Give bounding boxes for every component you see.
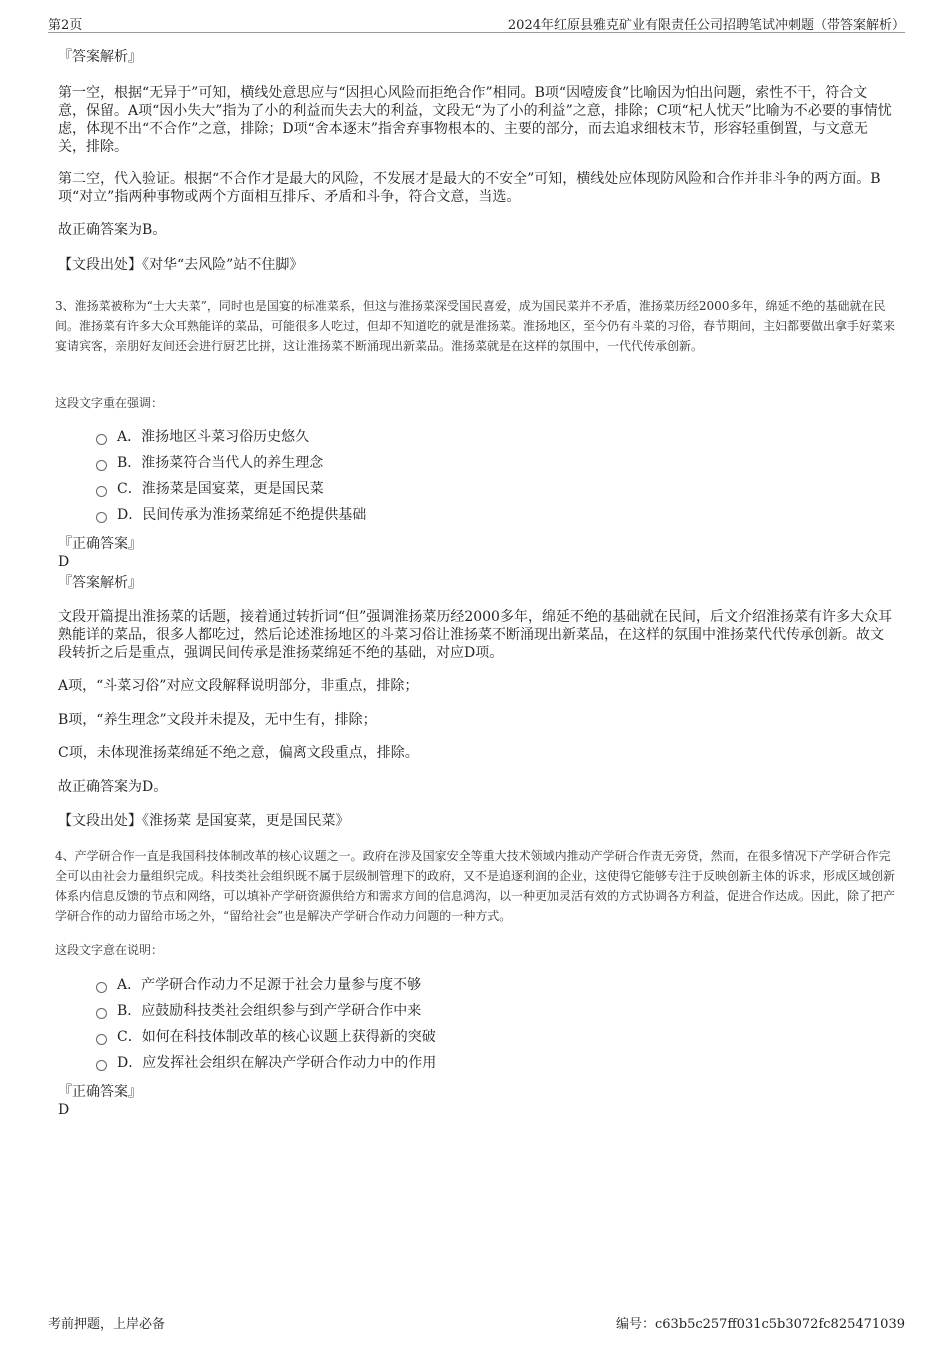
question-stem: 4、产学研合作一直是我国科技体制改革的核心议题之一。政府在涉及国家安全等重大技术领域内推动产学研合作责无旁贷，然而，在很多情况下产学研合作完全可以由社会力量组织完成。科技类社会组织既不属于层级制管理下的政府，又不是追逐利润的企业，这使得它能够专注于反映创新主体的诉求，形成区域创新体系内信息反馈的节点和网络，可以填补产学研资源供给方和需求方间的信息鸿沟，以一种更加灵活有效的方式协调各方利益，促进合作达成。因此，除了把产学研合作的动力留给市场之外，“留给社会”也是解决产学研合作动力问题的一种方式。: [55, 849, 896, 923]
radio-button[interactable]: [96, 1008, 107, 1019]
option-c[interactable]: [96, 1028, 436, 1046]
analysis-paragraph: B项，“养生理念”文段并未提及，无中生有，排除；: [58, 712, 377, 728]
option-a[interactable]: [96, 976, 421, 994]
option-a[interactable]: [96, 428, 309, 446]
option-b[interactable]: [96, 454, 323, 472]
option-c[interactable]: [96, 480, 324, 498]
option-label: C．淮扬菜是国宴菜，更是国民菜: [117, 481, 324, 497]
analysis-paragraph: 第二空，代入验证。根据“不合作才是最大的风险，不发展才是最大的不安全”可知，横线处应体现防风险和合作并非斗争的两方面。B项“对立”指两种事物或两个方面相互排斥、矛盾和斗争，符合文意，当选。: [58, 171, 881, 205]
option-label: B．应鼓励科技类社会组织参与到产学研合作中来: [117, 1003, 422, 1019]
question-stem: 3、淮扬菜被称为“士大夫菜”，同时也是国宴的标准菜系，但这与淮扬菜深受国民喜爱，成为国民菜并不矛盾，淮扬菜历经2000多年，绵延不绝的基础就在民间。淮扬菜有许多大众耳熟能详的菜品，可能很多人吃过，但却不知道吃的就是淮扬菜。淮扬地区，至今仍有斗菜的习俗，春节期间，主妇都要做出拿手好菜来宴请宾客，亲朋好友间还会进行厨艺比拼，这让淮扬菜不断涌现出新菜品。淮扬菜就是在这样的氛围中，一代代传承创新。: [55, 299, 896, 353]
answer-conclusion: 故正确答案为B。: [58, 222, 167, 238]
option-b[interactable]: [96, 1002, 421, 1020]
analysis-title: 『答案解析』: [58, 49, 142, 65]
footer-slogan: 考前押题，上岸必备: [48, 1317, 166, 1332]
option-label: A．淮扬地区斗菜习俗历史悠久: [117, 429, 310, 445]
question-prompt: 这段文字重在强调：: [55, 396, 164, 410]
option-d[interactable]: [96, 506, 366, 524]
radio-button[interactable]: [96, 434, 107, 445]
radio-button[interactable]: [96, 486, 107, 497]
option-label: D．应发挥社会组织在解决产学研合作动力中的作用: [117, 1055, 437, 1071]
page-number: 第2页: [48, 18, 83, 33]
analysis-paragraph: 文段开篇提出淮扬菜的话题，接着通过转折词“但”强调淮扬菜历经2000多年，绵延不绝的基础就在民间，后文介绍淮扬菜有许多大众耳熟能详的菜品，很多人都吃过，然后论述淮扬地区的斗菜习俗让淮扬菜不断涌现出新菜品，在这样的氛围中淮扬菜代代传承创新。故文段转折之后是重点，强调民间传承是淮扬菜绵延不绝的基础，对应D项。: [58, 609, 892, 661]
correct-answer: D: [58, 554, 70, 570]
source-citation: 【文段出处】《对华“去风险”站不住脚》: [58, 257, 304, 273]
radio-button[interactable]: [96, 982, 107, 993]
radio-button[interactable]: [96, 460, 107, 471]
radio-button[interactable]: [96, 1034, 107, 1045]
document-id: 编号：c63b5c257ff031c5b3072fc825471039: [615, 1317, 905, 1332]
page-header: [48, 12, 905, 33]
document-title: 2024年红原县雅克矿业有限责任公司招聘笔试冲刺题（带答案解析）: [507, 18, 905, 33]
radio-button[interactable]: [96, 512, 107, 523]
question-prompt: 这段文字意在说明：: [55, 943, 164, 957]
correct-answer-title: 『正确答案』: [58, 1084, 142, 1100]
option-label: A．产学研合作动力不足源于社会力量参与度不够: [117, 977, 422, 993]
option-d[interactable]: [96, 1054, 436, 1072]
option-label: D．民间传承为淮扬菜绵延不绝提供基础: [117, 507, 367, 523]
correct-answer: D: [58, 1102, 70, 1118]
analysis-title: 『答案解析』: [58, 575, 142, 591]
radio-button[interactable]: [96, 1060, 107, 1071]
analysis-paragraph: 第一空，根据“无异于”可知，横线处意思应与“因担心风险而拒绝合作”相同。B项“因噎废食”比喻因为怕出问题，索性不干，符合文意，保留。A项“因小失大”指为了小的利益而失去大的利益，文段无“为了小的利益”之意，排除；C项“杞人忧天”比喻为不必要的事情忧虑，体现不出“不合作”之意，排除；D项“舍本逐末”指舍弃事物根本的、主要的部分，而去追求细枝末节，形容轻重倒置，与文意无关，排除。: [58, 85, 892, 155]
option-label: B．淮扬菜符合当代人的养生理念: [117, 455, 324, 471]
answer-conclusion: 故正确答案为D。: [58, 779, 168, 795]
correct-answer-title: 『正确答案』: [58, 536, 142, 552]
source-citation: 【文段出处】《淮扬菜 是国宴菜，更是国民菜》: [58, 813, 350, 829]
analysis-paragraph: A项，“斗菜习俗”对应文段解释说明部分，非重点，排除；: [58, 678, 419, 694]
analysis-paragraph: C项，未体现淮扬菜绵延不绝之意，偏离文段重点，排除。: [58, 745, 419, 761]
option-label: C．如何在科技体制改革的核心议题上获得新的突破: [117, 1029, 436, 1045]
